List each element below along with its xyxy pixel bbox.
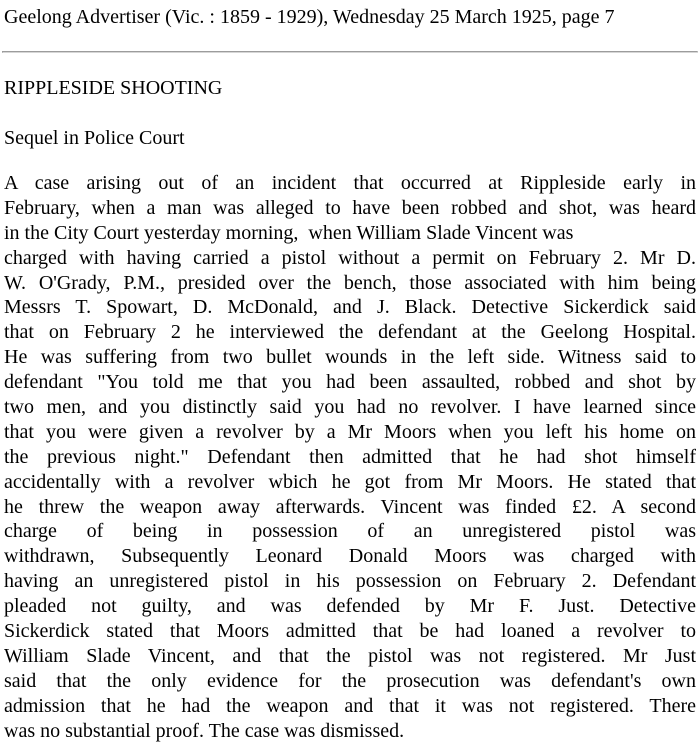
article-line: pleaded not guilty, and was defended by Mr F. Just. Detective bbox=[4, 595, 696, 618]
article-line: A case arising out of an incident that occurred at Rippleside early in bbox=[4, 172, 696, 194]
newspaper-citation: Geelong Advertiser (Vic. : 1859 - 1929), Wednesday 25 March 1925, page 7 bbox=[4, 6, 615, 28]
article-line: he threw the weapon away afterwards. Vincent was finded £2. A second bbox=[4, 495, 696, 518]
article-line: Messrs T. Spowart, D. McDonald, and J. Black. Detective Sickerdick said bbox=[4, 296, 696, 319]
article-line: accidentally with a revolver wbich he got from Mr Moors. He stated that bbox=[4, 470, 696, 493]
article-line: William Slade Vincent, and that the pistol was not registered. Mr Just bbox=[4, 644, 696, 667]
article-line: charge of being in possession of an unregistered pistol was bbox=[4, 520, 696, 543]
article-line: He was suffering from two bullet wounds in the left side. Witness said to bbox=[4, 346, 696, 369]
article-line: two men, and you distinctly said you had no revolver. I have learned since bbox=[4, 396, 696, 419]
article-body bbox=[0, 171, 700, 743]
article-line: February, when a man was alleged to have been robbed and shot, was heard bbox=[4, 196, 696, 219]
article-line: the previous night." Defendant then admitted that he had shot himself bbox=[4, 445, 696, 468]
article-line: that on February 2 he interviewed the defendant at the Geelong Hospital. bbox=[4, 321, 696, 344]
article-line: said that the only evidence for the prosecution was defendant's own bbox=[4, 669, 696, 692]
article-line: W. O'Grady, P.M., presided over the bench, those associated with him being bbox=[4, 271, 696, 294]
article-line: defendant "You told me that you had been assaulted, robbed and shot by bbox=[4, 371, 696, 394]
article-line: was no substantial proof. The case was dismissed. bbox=[4, 719, 405, 742]
article-line: that you were given a revolver by a Mr Moors when you left his home on bbox=[4, 420, 696, 443]
article-subtitle: Sequel in Police Court bbox=[4, 127, 185, 149]
article-line: charged with having carried a pistol without a permit on February 2. Mr D. bbox=[4, 246, 696, 269]
article-line: having an unregistered pistol in his possession on February 2. Defendant bbox=[4, 570, 696, 593]
article-line: Sickerdick stated that Moors admitted that be had loaned a revolver to bbox=[4, 620, 696, 643]
article-title: RIPPLESIDE SHOOTING bbox=[4, 77, 223, 99]
article-line: in the City Court yesterday morning, when William Slade Vincent was bbox=[4, 221, 574, 244]
header-divider bbox=[2, 51, 698, 53]
article-line: withdrawn, Subsequently Leonard Donald Moors was charged with bbox=[4, 545, 696, 568]
article-line: admission that he had the weapon and that it was not registered. There bbox=[4, 694, 696, 717]
